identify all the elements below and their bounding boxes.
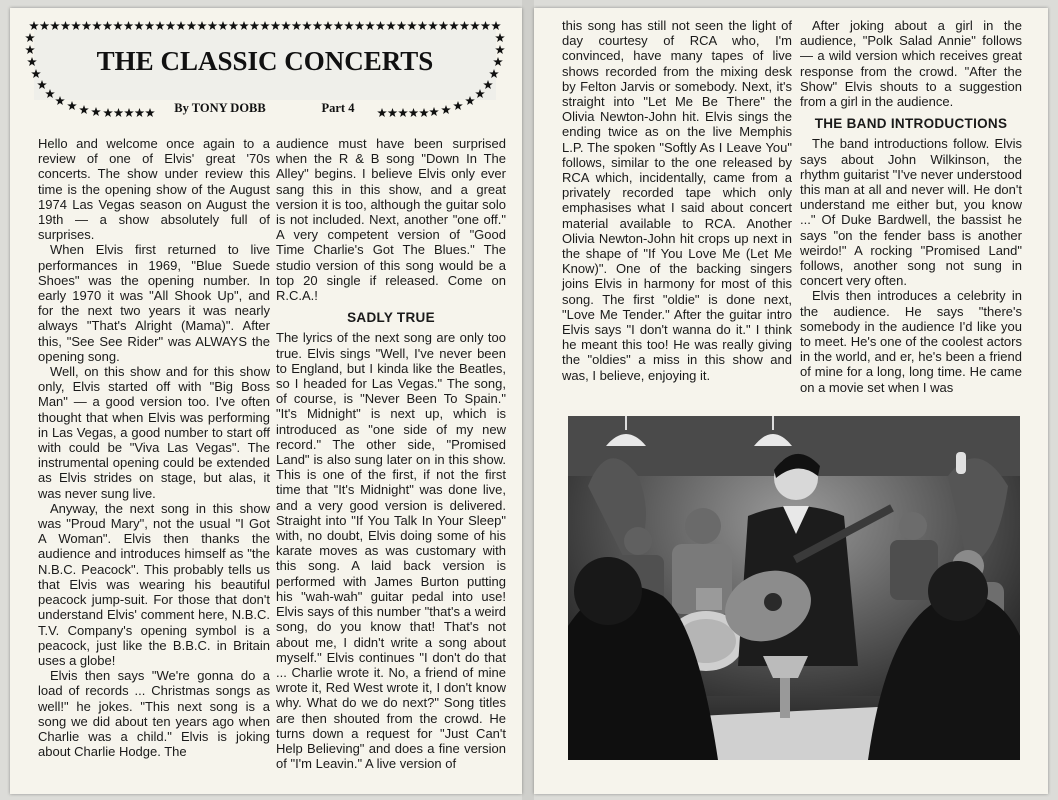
col1-paragraph: Hello and welcome once again to a review of one of Elvis' great '70s concerts. The show under review this time is the opening show of the August 1974 Las Vegas season on August the 19th — a show absolutely full of surprises.: [38, 136, 270, 243]
subhead-band-introductions: THE BAND INTRODUCTIONS: [814, 116, 1008, 132]
col1-paragraph: When Elvis first returned to live performances in 1969, "Blue Suede Shoes" was the opening number. In early 1970 it was "All Shook Up", and for the next two years it was nearly always "That's Alright (Mama)". After this, "See See Rider" was ALWAYS the opening song.: [38, 242, 270, 364]
col4-paragraph: The band introductions follow. Elvis says about John Wilkinson, the rhythm guitarist "I've never understood this man at all and never will. He don't understand me either but, you know ..." Of Duke Bardwell, the bassist he says "on the fender bass is another weirdo!" A rocking "Promised Land" follows, another song not sung in concert very often.: [800, 136, 1022, 289]
column-1: [38, 136, 270, 759]
col1-paragraph: Well, on this show and for this show only, Elvis started off with "Big Boss Man" — a good version too. I've often thought that when Elvis was performing in Las Vegas, a good number to start off with could be "Viva Las Vegas". The instrumental opening could be extended as Elvis strides on stage, but alas, it was never sung live.: [38, 364, 270, 501]
page-gutter: [522, 0, 534, 800]
part-number: Part 4: [321, 101, 355, 115]
col4-paragraph: Elvis then introduces a celebrity in the audience. He says "there's somebody in the audience I'd like you to meet. He's one of the coolest actors in the world, and er, he's been a friend of mine for a long, long time. He came on a movie set when I was: [800, 288, 1022, 395]
column-2: [276, 136, 506, 771]
column-3: [562, 18, 792, 383]
column-4: [800, 18, 1022, 395]
subhead-sadly-true: SADLY TRUE: [347, 310, 435, 326]
article-title: THE CLASSIC CONCERTS: [96, 46, 434, 76]
col2-paragraph: audience must have been surprised when the R & B song "Down In The Alley" begins. I believe Elvis only ever sang this in this show, and a great version it is too, although the guitar solo is not included. Next, another "one off." A very competent version of "Good Time Charlie's Got The Blues." The studio version of this song would be a top 20 single if released. Come on R.C.A.!: [276, 136, 506, 304]
byline: By TONY DOBB: [174, 101, 266, 115]
concert-photo: [568, 416, 1020, 760]
col4-paragraph: After joking about a girl in the audience, "Polk Salad Annie" follows — a wild version which receives great response from the crowd. "After the Show" Elvis shouts to a suggestion from a girl in the audience.: [800, 18, 1022, 110]
col2-paragraph: The lyrics of the next song are only too true. Elvis sings "Well, I've never been to England, but I kinda like the Beatles, so I headed for Las Vegas." The song, of course, is "Never Been To Spain." "It's Midnight" is next up, which is introduced as "one side of my new record." The other side, "Promised Land" is also sung later on in this show. This is one of the first, if not the first time that "It's Midnight" was done live, and a very good version is delivered. Straight into "If You Talk In Your Sleep" with, no doubt, Elvis doing some of his karate moves as was customary with this song. A laid back version is performed with James Burton putting his "wah-wah" guitar pedal into use! Elvis says of this number "that's a weird song, do you know that! That's not about me, I didn't write a song about myself." Elvis continues "I don't do that ... Charlie wrote it. No, a friend of mine wrote it, Red West wrote it, I don't know why. What do we do next?" Song titles are then shouted from the crowd. He turns down a request for "Just Can't Help Believing" and does a fine version of "I'm Leavin." A live version of: [276, 330, 506, 772]
col3-paragraph: this song has still not seen the light of day courtesy of RCA who, I'm convinced, have many tapes of live shows recorded from the mixing desk by Felton Jarvis or somebody. Next, it's straight into "Let Me Be There" the Olivia Newton-John hit. Elvis sings the ending twice as on the live Memphis L.P. The spoken "Softly As I Leave You" follows, similar to the one released by RCA which, incidentally, came from a privately recorded tape which only emphasises what I said about concert material available to RCA. Another Olivia Newton-John hit crops up next in the shape of "If You Love Me (Let Me Know)". One of the backing singers joins Elvis in harmony for most of this song. The first "oldie" is done next, "Love Me Tender." After the guitar intro Elvis says "I don't wanna do it." I think he meant this too! He was really giving the "oldies" a miss in this show and was, I believe, enjoying it.: [562, 18, 792, 383]
title-banner: [20, 18, 510, 124]
col1-paragraph: Anyway, the next song in this show was "Proud Mary", not the usual "I Got A Woman". Elvis then thanks the audience and introduces himself as "the N.B.C. Peacock". This probably tells us that Elvis was wearing his beautiful peacock jump-suit. For those that don't understand Elvis' comment here, N.B.C. T.V. Company's opening symbol is a peacock, just like the B.B.C. in Britain uses a globe!: [38, 500, 270, 668]
col1-paragraph: Elvis then says "We're gonna do a load of records ... Christmas songs as well!" he jokes. "This next song is a song we did about ten years ago when Charlie was a child." Elvis is joking about Charlie Hodge. The: [38, 668, 270, 760]
